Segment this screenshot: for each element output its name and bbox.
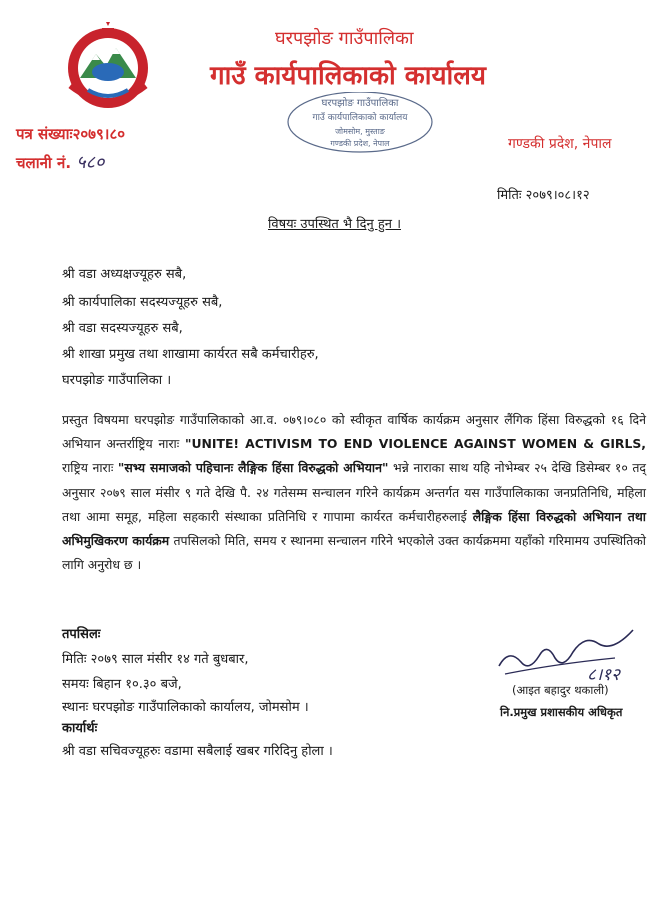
body-bold-program: लैङ्गिक हिंसा विरुद्धको अभियान तथा अभिमुखिकरण कार्यक्रम [62,508,646,549]
action-line: श्री वडा सचिवज्यूहरुः वडामा सबैलाई खबर गरिदिनु होला । [62,744,333,759]
letter-date: मितिः २०७९।०८।१२ [497,188,590,203]
addressee-line: श्री वडा सदस्यज्यूहरु सबै, [62,321,183,336]
body-text: तपसिलको मिति, समय र स्थानमा सन्चालन गरिने भएकोले उक्त कार्यक्रममा यहाँको गरिमामय उपस्थितिको लागि अनुरोध छ । [62,533,646,573]
province-label: गण्डकी प्रदेश, नेपाल [508,136,612,152]
signature-date: ८।१२ [587,665,620,685]
dispatch-value-handwritten: ५८० [76,152,105,173]
dispatch-number [16,150,104,174]
schedule-time: समयः बिहान १०.३० बजे, [62,677,182,692]
letter-subject: विषयः उपस्थित भै दिनु हुन । [268,217,401,232]
stamp-line-4: गण्डकी प्रदेश, नेपाल [330,139,390,148]
nepal-emblem-icon [62,20,154,112]
body-bold-slogan-en: "UNITE! ACTIVISM TO END VIOLENCE AGAINST WOMEN & GIRLS, [185,436,646,452]
stamp-line-2: गाउँ कार्यपालिकाको कार्यालय [312,113,408,123]
body-bold-slogan-np: "सभ्य समाजको पहिचानः लैङ्गिक हिंसा विरुद्धको अभियान" [117,460,389,476]
action-label: कार्यार्थः [62,721,98,736]
signer-name: (आइत बहादुर थकाली) [512,683,609,697]
office-title: गाउँ कार्यपालिकाको कार्यालय [210,61,486,91]
handwritten-signature [495,612,655,688]
office-stamp [280,92,440,156]
addressee-line: श्री वडा अध्यक्षज्यूहरु सबै, [62,267,187,282]
schedule-venue: स्थानः घरपझोङ गाउँपालिकाको कार्यालय, जोमसोम । [62,700,309,715]
addressee-line: श्री कार्यपालिका सदस्यज्यूहरु सबै, [62,295,223,310]
reference-value: २०७९।८० [72,125,126,143]
body-text: प्रस्तुत विषयमा घरपझोङ गाउँपालिकाको आ.व. ०७९।०८० को स्वीकृत वार्षिक कार्यक्रम अनुसार लैंगिक हिंसा विरुद्धको १६ दिने अभियान अन्तर्राष्ट्रिय नाराः [62,412,646,452]
addressee-line: घरपझोङ गाउँपालिका । [62,373,172,388]
schedule-label: तपसिलः [62,627,101,642]
signer-title: नि.प्रमुख प्रशासकीय अधिकृत [500,705,623,719]
reference-label: पत्र संख्याः [16,125,73,143]
addressee-line: श्री शाखा प्रमुख तथा शाखामा कार्यरत सबै कर्मचारीहरु, [62,347,319,362]
body-text: राष्ट्रिय नाराः [62,460,118,476]
stamp-line-3: जोमसोम, मुस्ताङ [335,127,385,136]
office-name: घरपझोङ गाउँपालिका [275,28,414,49]
reference-number [16,124,125,144]
letter-body [62,408,646,577]
dispatch-label: चलानी नं. [16,154,72,172]
body-text: भन्ने नाराका साथ यहि नोभेम्बर २५ देखि डिसेम्बर १० तद् अनुसार २०७९ साल मंसीर ९ गते देखि पै. २४ गतेसम्म सन्चालन गरिने कार्यक्रम अन्तर्गत यस गाउँपालिकाका जनप्रतिनिधि, महिला तथा आमा समूह, महिला सहकारी संस्थाका प्रतिनिधि र गापामा कार्यरत कर्मचारीहरुलाई [62,460,647,524]
stamp-line-1: घरपझोङ गाउँपालिका [321,98,399,109]
schedule-date: मितिः २०७९ साल मंसीर १४ गते बुधबार, [62,652,249,667]
